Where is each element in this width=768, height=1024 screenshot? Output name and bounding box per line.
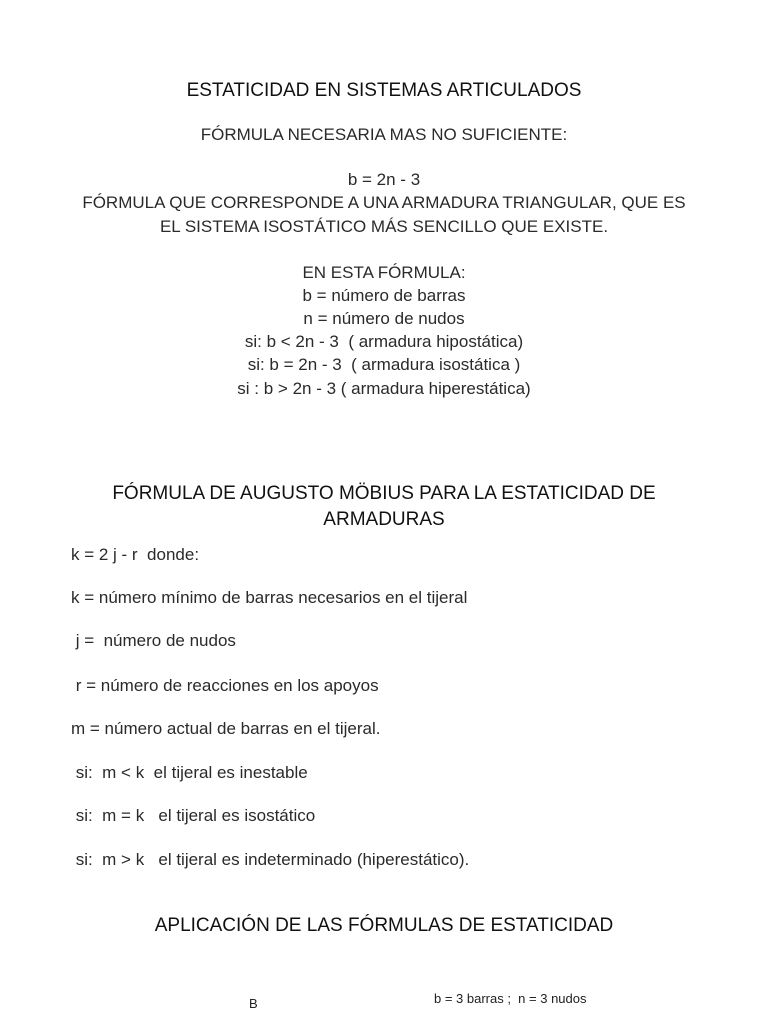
case-hipostatica: si: b < 2n - 3 ( armadura hipostática)	[244, 332, 524, 351]
section-title-mobius-line-2: ARMADURAS	[323, 509, 445, 530]
truss-node-label-b: B	[249, 996, 258, 1011]
section-title-mobius-line-1: FÓRMULA DE AUGUSTO MÖBIUS PARA LA ESTATICIDAD DE	[112, 483, 656, 504]
condition-inestable: si: m < k el tijeral es inestable	[71, 763, 308, 782]
definition-r: r = número de reacciones en los apoyos	[71, 676, 379, 695]
mobius-formula: k = 2 j - r donde:	[71, 545, 200, 564]
legend-n: n = número de nudos	[303, 309, 465, 328]
case-hiperestatica: si : b > 2n - 3 ( armadura hiperestática)	[237, 379, 531, 398]
formula-b-2n-3: b = 2n - 3	[347, 170, 421, 189]
section-title-aplicacion: APLICACIÓN DE LAS FÓRMULAS DE ESTATICIDAD	[154, 915, 614, 936]
description-line-2: EL SISTEMA ISOSTÁTICO MÁS SENCILLO QUE EXISTE.	[159, 217, 609, 236]
case-isostatica: si: b = 2n - 3 ( armadura isostática )	[247, 355, 521, 374]
description-line-1: FÓRMULA QUE CORRESPONDE A UNA ARMADURA TRIANGULAR, QUE ES	[82, 193, 686, 212]
legend-b: b = número de barras	[302, 286, 466, 305]
definition-m: m = número actual de barras en el tijeral.	[71, 719, 381, 738]
definition-j: j = número de nudos	[71, 631, 236, 650]
example-bars-nodes-note: b = 3 barras ; n = 3 nudos	[434, 991, 587, 1006]
subtitle-formula-necesaria: FÓRMULA NECESARIA MAS NO SUFICIENTE:	[200, 125, 568, 144]
condition-isostatico: si: m = k el tijeral es isostático	[71, 806, 316, 825]
section-title-estaticidad: ESTATICIDAD EN SISTEMAS ARTICULADOS	[186, 80, 582, 101]
condition-indeterminado: si: m > k el tijeral es indeterminado (hiperestático).	[71, 850, 470, 869]
legend-heading: EN ESTA FÓRMULA:	[302, 263, 466, 282]
definition-k: k = número mínimo de barras necesarios en el tijeral	[71, 588, 468, 607]
